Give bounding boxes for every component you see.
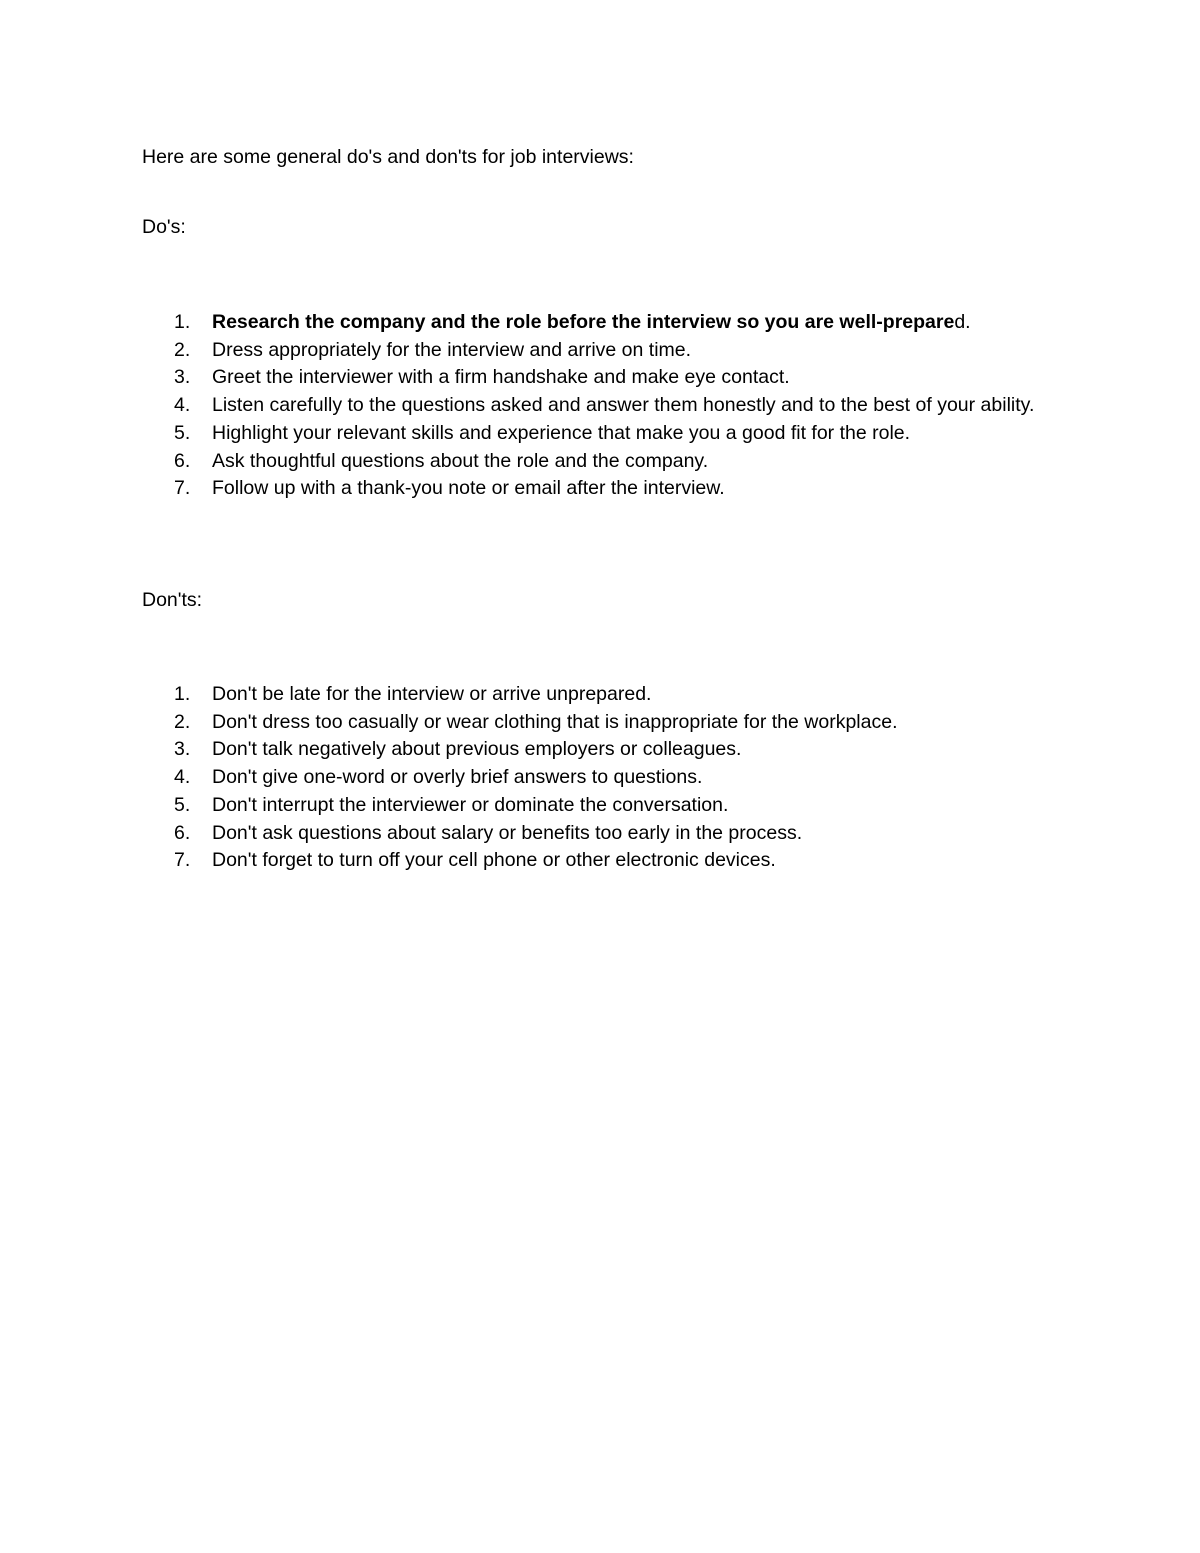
list-item xyxy=(142,337,1042,365)
list-item-number: 2. xyxy=(174,338,191,361)
list-item-text: Don't be late for the interview or arrive unprepared. xyxy=(212,683,652,705)
dos-list xyxy=(142,309,1042,503)
dos-heading: Do's: xyxy=(142,216,186,238)
list-item xyxy=(142,364,1042,392)
list-item-number: 7. xyxy=(174,477,191,500)
list-item-text: Don't forget to turn off your cell phone or other electronic devices. xyxy=(212,849,776,872)
list-item-text: Dress appropriately for the interview and arrive on time. xyxy=(212,338,692,361)
list-item-number: 1. xyxy=(174,311,191,333)
list-item-text: Highlight your relevant skills and experience that make you a good fit for the role. xyxy=(212,421,911,444)
list-item-text: Don't talk negatively about previous employers or colleagues. xyxy=(212,738,742,761)
list-item-rest-text: d. xyxy=(954,311,971,333)
list-item xyxy=(142,475,1042,503)
list-item-number: 2. xyxy=(174,710,191,733)
donts-heading: Don'ts: xyxy=(142,589,203,611)
list-item-number: 7. xyxy=(174,849,191,872)
list-item-text: Listen carefully to the questions asked and answer them honestly and to the best of your ability. xyxy=(212,394,1035,417)
list-item-text: Don't dress too casually or wear clothing that is inappropriate for the workplace. xyxy=(212,710,898,733)
list-item xyxy=(142,448,1042,476)
intro-text: Here are some general do's and don'ts for job interviews: xyxy=(142,146,634,168)
list-item-number: 5. xyxy=(174,421,191,444)
list-item xyxy=(142,681,1042,709)
donts-list xyxy=(142,681,1042,875)
list-item xyxy=(142,764,1042,792)
list-item-number: 1. xyxy=(174,683,191,705)
list-item xyxy=(142,709,1042,737)
list-item-number: 6. xyxy=(174,449,191,472)
list-item-number: 5. xyxy=(174,793,191,816)
list-item-number: 6. xyxy=(174,821,191,844)
list-item-number: 4. xyxy=(174,766,191,789)
list-item-number: 4. xyxy=(174,394,191,417)
list-item xyxy=(142,736,1042,764)
list-item xyxy=(142,792,1042,820)
list-item-text: Follow up with a thank-you note or email after the interview. xyxy=(212,477,725,500)
list-item xyxy=(142,847,1042,875)
list-item-bold-text: Research the company and the role before the interview so you are well-prepare xyxy=(212,311,955,333)
list-item-number: 3. xyxy=(174,738,191,761)
list-item-text: Don't give one-word or overly brief answers to questions. xyxy=(212,766,703,789)
list-item-text: Don't ask questions about salary or benefits too early in the process. xyxy=(212,821,803,844)
list-item xyxy=(142,420,1042,448)
list-item-text: Don't interrupt the interviewer or dominate the conversation. xyxy=(212,793,729,816)
list-item-text: Ask thoughtful questions about the role and the company. xyxy=(212,449,709,472)
list-item xyxy=(142,392,1042,420)
list-item-text: Greet the interviewer with a firm handshake and make eye contact. xyxy=(212,366,790,389)
list-item xyxy=(142,309,1042,337)
list-item-text xyxy=(212,311,971,333)
list-item xyxy=(142,820,1042,848)
list-item-number: 3. xyxy=(174,366,191,389)
